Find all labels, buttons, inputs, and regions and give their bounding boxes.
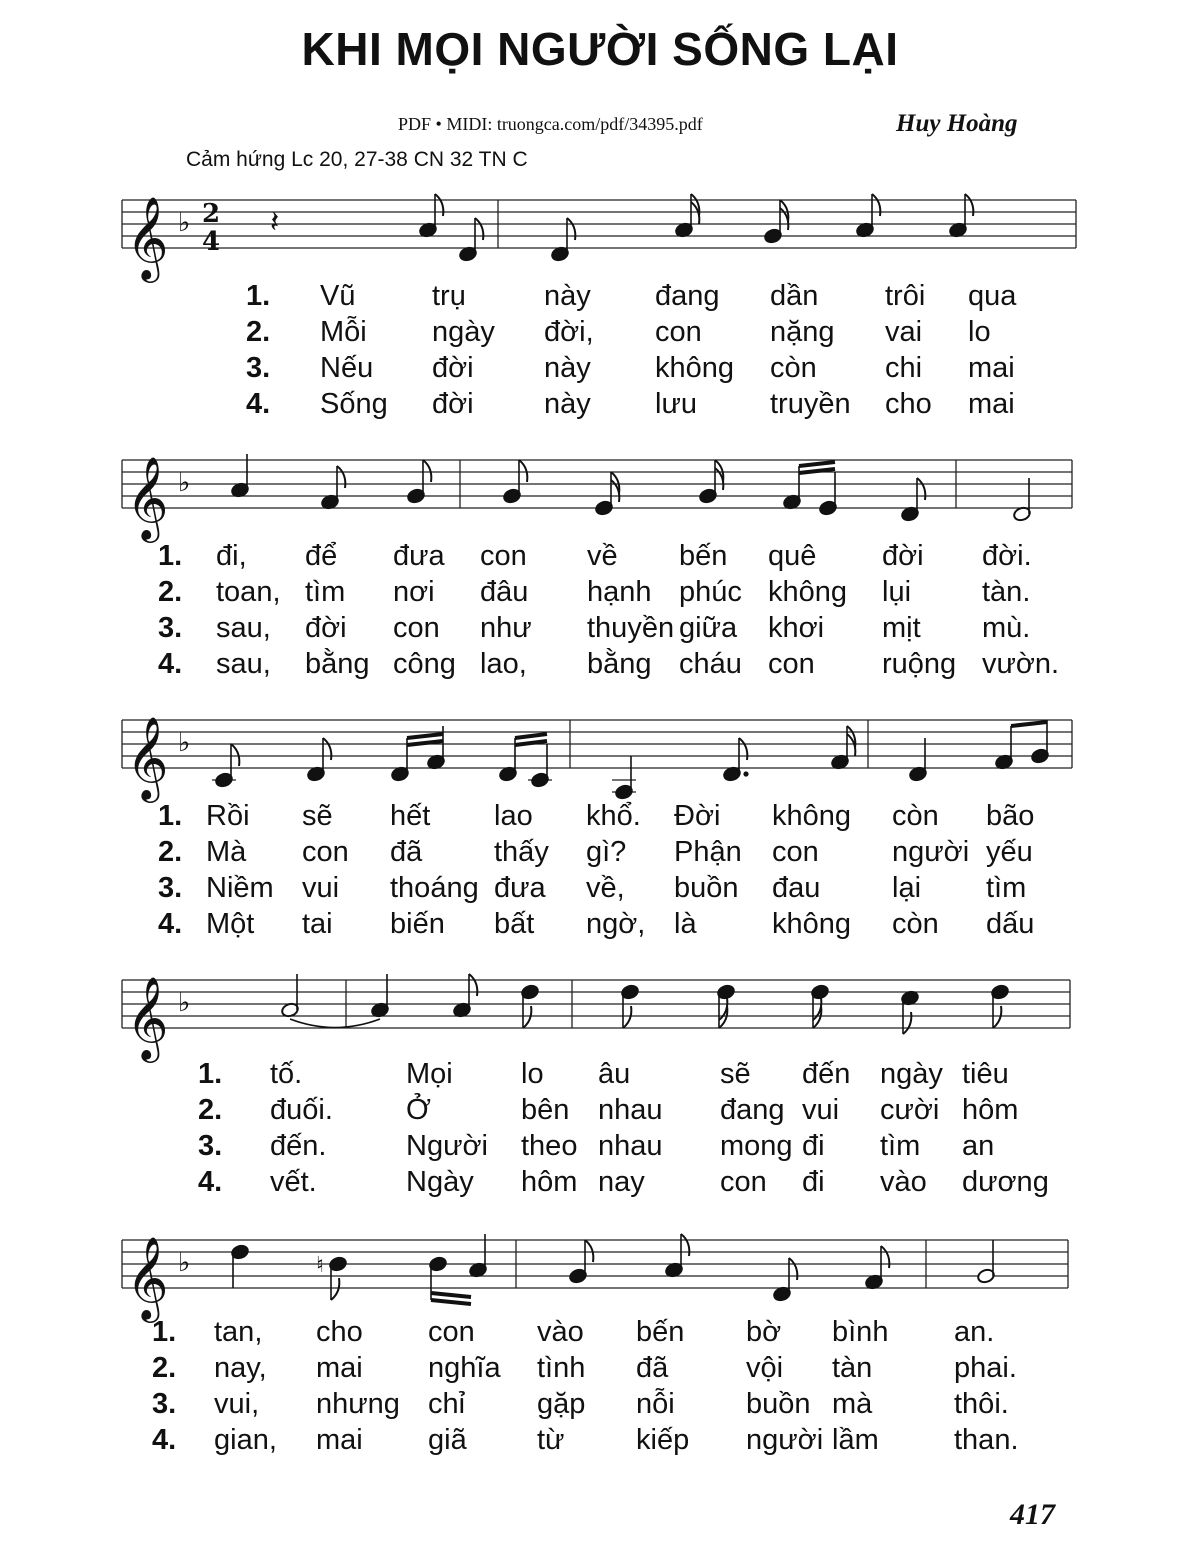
verse-number: 4. [158, 908, 183, 940]
lyrics-system-2 [0, 540, 1200, 684]
verse-line [0, 388, 1200, 424]
treble-clef-icon: 𝄞 [126, 195, 169, 279]
lyric-syllable: con [772, 836, 819, 868]
lyric-syllable: âu [598, 1058, 631, 1090]
lyric-syllable: lại [892, 872, 922, 904]
note-flag [681, 1234, 689, 1256]
lyric-syllable: con [393, 612, 440, 644]
note-flag [872, 194, 880, 216]
lyric-syllable: Ngày [406, 1166, 474, 1198]
note-flag [231, 744, 239, 766]
verse-line [0, 872, 1200, 908]
lyric-syllable: qua [968, 280, 1017, 312]
music-staff-3 [0, 680, 1200, 810]
flat-icon: ♭ [178, 988, 191, 1018]
lyric-syllable: Vũ [320, 280, 356, 312]
lyric-syllable: đến [802, 1058, 851, 1090]
lyric-syllable: hôm [521, 1166, 578, 1198]
verse-line [0, 280, 1200, 316]
verse-number: 4. [152, 1424, 177, 1456]
lyric-syllable: để [305, 540, 338, 572]
lyric-syllable: nay, [214, 1352, 267, 1384]
lyric-syllable: không [772, 908, 852, 940]
lyric-syllable: vườn. [982, 648, 1060, 680]
lyric-syllable: tố. [270, 1058, 303, 1090]
flat-icon: ♭ [178, 208, 191, 238]
note-flag [965, 194, 973, 216]
lyric-syllable: vui [302, 872, 340, 904]
flat-icon: ♭ [178, 728, 191, 758]
lyric-syllable: buồn [746, 1388, 811, 1420]
lyric-syllable: đuối. [270, 1094, 333, 1126]
verse-number: 1. [158, 540, 183, 572]
lyric-syllable: còn [892, 800, 939, 832]
lyric-syllable: dần [770, 280, 819, 312]
verse-line [0, 800, 1200, 836]
note-beam [1011, 722, 1047, 726]
natural-icon: ♮ [316, 1253, 324, 1278]
lyric-syllable: Mọi [406, 1058, 453, 1090]
lyric-syllable: nhau [598, 1130, 663, 1162]
lyric-syllable: cháu [679, 648, 742, 680]
verse-number: 4. [246, 388, 271, 420]
lyric-syllable: nay [598, 1166, 645, 1198]
lyric-syllable: Phận [674, 836, 742, 868]
lyric-syllable: đời. [982, 540, 1032, 572]
lyric-syllable: thoáng [390, 872, 479, 904]
lyric-syllable: về, [586, 872, 625, 904]
verse-line [0, 648, 1200, 684]
lyric-syllable: là [674, 908, 697, 940]
time-signature-top: 2 [202, 199, 221, 229]
note-flag [903, 1012, 911, 1034]
lyric-syllable: đang [655, 280, 720, 312]
lyric-syllable: không [655, 352, 735, 384]
lyric-syllable: nhưng [316, 1388, 400, 1420]
lyric-syllable: lao [494, 800, 533, 832]
lyrics-system-5 [0, 1316, 1200, 1460]
verse-line [0, 1094, 1200, 1130]
note-flag [331, 1278, 339, 1300]
note-flag [623, 1006, 631, 1028]
lyric-syllable: theo [521, 1130, 578, 1162]
verse-line [0, 1316, 1200, 1352]
lyric-syllable: người [892, 836, 970, 868]
lyric-syllable: lụi [882, 576, 912, 608]
lyric-syllable: sau, [216, 612, 271, 644]
lyric-syllable: lầm [832, 1424, 879, 1456]
note-flag [789, 1258, 797, 1280]
lyric-syllable: nơi [393, 576, 435, 608]
lyric-syllable: bằng [305, 648, 370, 680]
lyric-syllable: mai [968, 388, 1015, 420]
lyric-syllable: đau [772, 872, 821, 904]
lyric-syllable: yếu [986, 836, 1033, 868]
music-staff-1 [0, 160, 1200, 290]
verse-number: 2. [152, 1352, 177, 1384]
lyric-syllable: trụ [432, 280, 466, 312]
note-flag [469, 974, 477, 996]
lyric-syllable: khổ. [586, 800, 641, 832]
lyric-syllable: con [655, 316, 702, 348]
time-signature-bottom: 4 [202, 227, 221, 257]
lyric-syllable: đi, [216, 540, 247, 572]
lyric-syllable: ngày [880, 1058, 943, 1090]
lyric-syllable: đến. [270, 1130, 327, 1162]
lyric-syllable: lo [521, 1058, 544, 1090]
treble-clef-icon: 𝄞 [126, 715, 169, 799]
lyric-syllable: còn [892, 908, 939, 940]
lyric-syllable: thấy [494, 836, 549, 868]
note-flag [323, 738, 331, 760]
lyric-syllable: mịt [882, 612, 921, 644]
note-flag [519, 460, 527, 482]
lyric-syllable: cho [885, 388, 932, 420]
note-flag [523, 1006, 531, 1028]
note-flag [917, 478, 925, 500]
lyric-syllable: mù. [982, 612, 1031, 644]
lyric-syllable: con [720, 1166, 767, 1198]
lyric-syllable: phúc [679, 576, 742, 608]
verse-line [0, 540, 1200, 576]
dot [743, 771, 748, 776]
lyric-syllable: không [768, 576, 848, 608]
lyric-syllable: ngờ, [586, 908, 646, 940]
lyric-syllable: tan, [214, 1316, 263, 1348]
verse-line [0, 908, 1200, 944]
flat-icon: ♭ [178, 1248, 191, 1278]
lyric-syllable: buồn [674, 872, 739, 904]
lyric-syllable: không [772, 800, 852, 832]
lyric-syllable: Đời [674, 800, 721, 832]
lyric-syllable: đời [432, 388, 474, 420]
lyric-syllable: đời, [544, 316, 594, 348]
note-beam [431, 1300, 471, 1304]
treble-clef-icon: 𝄞 [126, 975, 169, 1059]
lyric-syllable: nỗi [636, 1388, 675, 1420]
lyric-syllable: vội [746, 1352, 784, 1384]
lyric-syllable: dương [962, 1166, 1049, 1198]
lyric-syllable: Sống [320, 388, 388, 420]
verse-line [0, 316, 1200, 352]
lyric-syllable: tìm [305, 576, 346, 608]
verse-number: 3. [198, 1130, 223, 1162]
lyric-syllable: đưa [494, 872, 546, 904]
lyric-syllable: tàn [832, 1352, 873, 1384]
lyric-syllable: đang [720, 1094, 785, 1126]
lyric-syllable: bất [494, 908, 535, 940]
lyric-syllable: vào [880, 1166, 927, 1198]
verse-line [0, 1130, 1200, 1166]
verse-number: 2. [198, 1094, 223, 1126]
lyric-syllable: ruộng [882, 648, 957, 680]
lyric-syllable: đưa [393, 540, 445, 572]
lyric-syllable: nghĩa [428, 1352, 501, 1384]
tie [290, 1019, 380, 1028]
note-flag [435, 194, 443, 216]
lyric-syllable: lo [968, 316, 991, 348]
lyrics-system-4 [0, 1058, 1200, 1202]
lyric-syllable: tìm [880, 1130, 921, 1162]
lyric-syllable: chi [885, 352, 923, 384]
lyric-syllable: Nếu [320, 352, 374, 384]
lyric-syllable: vết. [270, 1166, 317, 1198]
lyric-syllable: con [480, 540, 527, 572]
verse-number: 2. [158, 576, 183, 608]
verse-number: 3. [152, 1388, 177, 1420]
lyric-syllable: con [428, 1316, 475, 1348]
lyric-syllable: giã [428, 1424, 467, 1456]
music-staff-4 [0, 940, 1200, 1070]
lyric-syllable: tai [302, 908, 333, 940]
lyrics-system-3 [0, 800, 1200, 944]
lyric-syllable: đâu [480, 576, 529, 608]
lyric-syllable: cho [316, 1316, 363, 1348]
lyric-syllable: công [393, 648, 456, 680]
lyric-syllable: giữa [679, 612, 738, 644]
lyric-syllable: đã [636, 1352, 669, 1384]
lyric-syllable: an [962, 1130, 995, 1162]
lyric-syllable: mong [720, 1130, 793, 1162]
verse-number: 2. [246, 316, 271, 348]
note-flag [567, 218, 575, 240]
lyric-syllable: thôi. [954, 1388, 1009, 1420]
verse-line [0, 1058, 1200, 1094]
lyric-syllable: như [480, 612, 532, 644]
lyric-syllable: sau, [216, 648, 271, 680]
verse-line [0, 1352, 1200, 1388]
lyric-syllable: bình [832, 1316, 889, 1348]
verse-number: 4. [158, 648, 183, 680]
page-number: 417 [1010, 1498, 1055, 1531]
flat-icon: ♭ [178, 468, 191, 498]
note-flag [337, 466, 345, 488]
lyric-syllable: này [544, 388, 591, 420]
treble-clef-icon: 𝄞 [126, 1235, 169, 1319]
lyric-syllable: sẽ [720, 1058, 751, 1090]
lyric-syllable: gặp [537, 1388, 586, 1420]
lyric-syllable: bến [679, 540, 728, 572]
lyric-syllable: mai [968, 352, 1015, 384]
verse-line [0, 836, 1200, 872]
verse-line [0, 1388, 1200, 1424]
lyric-syllable: về [587, 540, 618, 572]
lyric-syllable: truyền [770, 388, 851, 420]
lyric-syllable: bằng [587, 648, 652, 680]
lyric-syllable: sẽ [302, 800, 333, 832]
lyric-syllable: bên [521, 1094, 570, 1126]
lyric-syllable: con [768, 648, 815, 680]
note-beam [431, 1293, 471, 1297]
composer-name: Huy Hoàng [896, 110, 1018, 137]
lyric-syllable: còn [770, 352, 817, 384]
lyric-syllable: tàn. [982, 576, 1031, 608]
verse-line [0, 1424, 1200, 1460]
lyric-syllable: mà [832, 1388, 873, 1420]
lyric-syllable: tình [537, 1352, 586, 1384]
lyric-syllable: Mỗi [320, 316, 367, 348]
source-link[interactable]: PDF • MIDI: truongca.com/pdf/34395.pdf [398, 114, 703, 134]
verse-number: 2. [158, 836, 183, 868]
verse-line [0, 1166, 1200, 1202]
lyric-syllable: chỉ [428, 1388, 466, 1420]
lyric-syllable: đi [802, 1130, 825, 1162]
lyric-syllable: toan, [216, 576, 281, 608]
lyric-syllable: Một [206, 908, 255, 940]
lyric-syllable: lao, [480, 648, 527, 680]
lyrics-system-1 [0, 280, 1200, 424]
lyric-syllable: Mà [206, 836, 247, 868]
note-flag [881, 1246, 889, 1268]
lyric-syllable: gì? [586, 836, 627, 868]
verse-line [0, 612, 1200, 648]
note-flag [993, 1006, 1001, 1028]
verse-line [0, 576, 1200, 612]
note-flag [475, 218, 483, 240]
lyric-syllable: kiếp [636, 1424, 690, 1456]
treble-clef-icon: 𝄞 [126, 455, 169, 539]
note-beam [515, 734, 547, 738]
lyric-syllable: đi [802, 1166, 825, 1198]
quarter-rest-icon: 𝄽 [270, 205, 280, 240]
lyric-syllable: nhau [598, 1094, 663, 1126]
verse-number: 1. [158, 800, 183, 832]
lyric-syllable: dấu [986, 908, 1035, 940]
lyric-syllable: phai. [954, 1352, 1017, 1384]
verse-number: 3. [158, 612, 183, 644]
lyric-syllable: Ở [406, 1094, 431, 1126]
note-flag [739, 738, 747, 760]
music-staff-5 [0, 1200, 1200, 1330]
note-flag [585, 1240, 593, 1262]
song-title: KHI MỌI NGƯỜI SỐNG LẠI [301, 23, 899, 75]
lyric-syllable: bến [636, 1316, 685, 1348]
note-flag [423, 460, 431, 482]
lyric-syllable: đời [432, 352, 474, 384]
lyric-syllable: ngày [432, 316, 495, 348]
lyric-syllable: mai [316, 1424, 363, 1456]
verse-number: 3. [158, 872, 183, 904]
lyric-syllable: biến [390, 908, 445, 940]
lyric-syllable: vào [537, 1316, 584, 1348]
lyric-syllable: an. [954, 1316, 995, 1348]
lyric-syllable: lưu [655, 388, 697, 420]
lyric-syllable: đời [882, 540, 924, 572]
lyric-syllable: vui [802, 1094, 840, 1126]
lyric-syllable: đời [305, 612, 347, 644]
inspiration-note: Cảm hứng Lc 20, 27-38 CN 32 TN C [186, 148, 528, 171]
note-beam [799, 462, 835, 466]
lyric-syllable: Niềm [206, 872, 274, 904]
lyric-syllable: thuyền [587, 612, 675, 644]
verse-number: 1. [198, 1058, 223, 1090]
lyric-syllable: này [544, 352, 591, 384]
lyric-syllable: người [746, 1424, 824, 1456]
lyric-syllable: hạnh [587, 576, 652, 608]
lyric-syllable: gian, [214, 1424, 277, 1456]
note-beam [407, 734, 443, 738]
lyric-syllable: quê [768, 540, 817, 572]
lyric-syllable: khơi [768, 612, 825, 644]
lyric-syllable: bờ [746, 1316, 782, 1348]
lyric-syllable: này [544, 280, 591, 312]
lyric-syllable: than. [954, 1424, 1019, 1456]
lyric-syllable: mai [316, 1352, 363, 1384]
lyric-syllable: bão [986, 800, 1035, 832]
lyric-syllable: Rồi [206, 800, 250, 832]
music-staff-2 [0, 420, 1200, 550]
lyric-syllable: từ [537, 1424, 565, 1456]
verse-number: 4. [198, 1166, 223, 1198]
verse-line [0, 352, 1200, 388]
verse-number: 3. [246, 352, 271, 384]
lyric-syllable: tiêu [962, 1058, 1009, 1090]
lyric-syllable: con [302, 836, 349, 868]
lyric-syllable: cười [880, 1094, 940, 1126]
lyric-syllable: hôm [962, 1094, 1019, 1126]
lyric-syllable: tìm [986, 872, 1027, 904]
verse-number: 1. [152, 1316, 177, 1348]
lyric-syllable: đã [390, 836, 423, 868]
lyric-syllable: vai [885, 316, 923, 348]
lyric-syllable: trôi [885, 280, 926, 312]
lyric-syllable: vui, [214, 1388, 260, 1420]
lyric-syllable: nặng [770, 316, 835, 348]
verse-number: 1. [246, 280, 271, 312]
lyric-syllable: hết [390, 800, 431, 832]
lyric-syllable: Người [406, 1130, 488, 1162]
